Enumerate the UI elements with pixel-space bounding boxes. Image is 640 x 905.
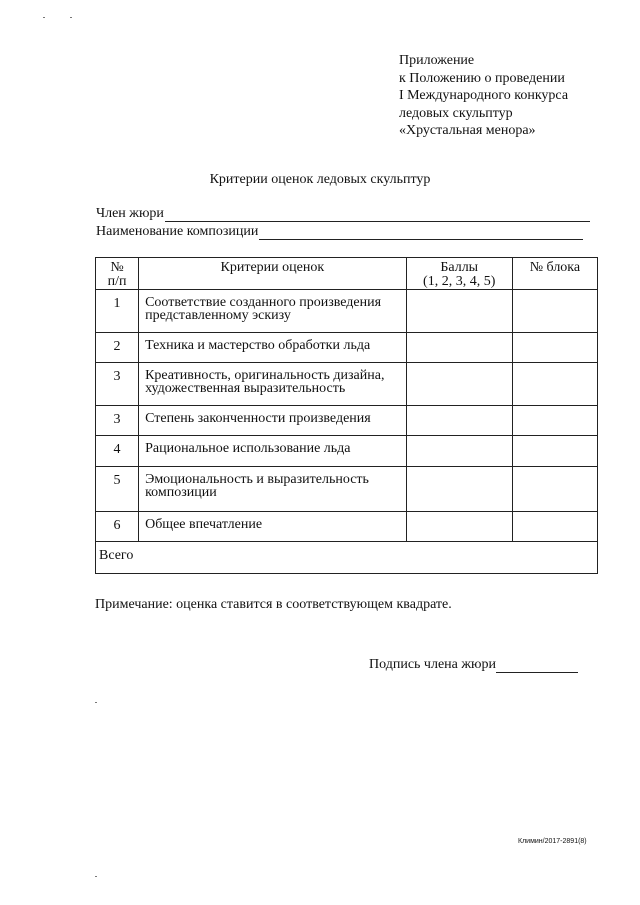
composition-name-blank-line[interactable] xyxy=(259,226,583,240)
score-cell[interactable] xyxy=(406,467,512,512)
scan-speck xyxy=(95,702,97,703)
block-cell[interactable] xyxy=(512,467,597,512)
signature-field xyxy=(369,657,578,673)
table-row xyxy=(96,512,598,542)
scan-speck xyxy=(43,17,45,18)
total-label[interactable]: Всего xyxy=(96,542,598,574)
block-cell[interactable] xyxy=(512,406,597,436)
header-num-line: № xyxy=(110,260,124,275)
block-cell[interactable] xyxy=(512,512,597,542)
block-cell[interactable] xyxy=(512,436,597,467)
row-number: 6 xyxy=(96,512,139,542)
signature-label: Подпись члена жюри xyxy=(369,657,496,672)
header-block: № блока xyxy=(512,258,597,290)
row-criterion: Рациональное использование льда xyxy=(139,436,407,467)
score-cell[interactable] xyxy=(406,290,512,333)
table-row xyxy=(96,333,598,363)
table-row xyxy=(96,436,598,467)
appendix-header xyxy=(399,52,568,140)
row-criterion: Степень законченности произведения xyxy=(139,406,407,436)
score-cell[interactable] xyxy=(406,406,512,436)
block-cell[interactable] xyxy=(512,333,597,363)
jury-member-field xyxy=(96,206,590,222)
appendix-line: Приложение xyxy=(399,53,475,68)
header-num-line: п/п xyxy=(107,274,127,289)
score-cell[interactable] xyxy=(406,363,512,406)
scan-speck xyxy=(70,17,72,18)
score-cell[interactable] xyxy=(406,512,512,542)
appendix-line: ледовых скульптур xyxy=(399,105,513,121)
row-criterion: Эмоциональность и выразительность композиции xyxy=(139,467,407,512)
appendix-line: к Положению о проведении xyxy=(399,70,565,86)
row-number: 2 xyxy=(96,333,139,363)
row-criterion: Соответствие созданного произведения представленному эскизу xyxy=(139,290,407,333)
appendix-line: I Международного конкурса xyxy=(399,88,569,103)
criteria-table xyxy=(95,257,598,574)
table-row xyxy=(96,467,598,512)
row-criterion: Креативность, оригинальность дизайна, художественная выразительность xyxy=(139,363,407,406)
table-row xyxy=(96,406,598,436)
header-score-line: Баллы xyxy=(440,260,479,275)
signature-blank-line[interactable] xyxy=(496,659,578,673)
header-score-line: (1, 2, 3, 4, 5) xyxy=(423,274,496,289)
table-row xyxy=(96,290,598,333)
row-criterion: Техника и мастерство обработки льда xyxy=(139,333,407,363)
composition-name-field xyxy=(96,224,583,240)
block-cell[interactable] xyxy=(512,363,597,406)
row-number: 1 xyxy=(96,290,139,333)
row-number: 5 xyxy=(96,467,139,512)
composition-name-label: Наименование композиции xyxy=(96,224,259,239)
total-row xyxy=(96,542,598,574)
jury-member-blank-line[interactable] xyxy=(165,208,590,222)
header-score xyxy=(406,258,512,290)
score-cell[interactable] xyxy=(406,333,512,363)
scan-speck xyxy=(95,876,97,877)
note-text: Примечание: оценка ставится в соответствующем квадрате. xyxy=(95,597,452,612)
row-number: 3 xyxy=(96,406,139,436)
document-title: Критерии оценок ледовых скульптур xyxy=(209,172,431,187)
row-number: 4 xyxy=(96,436,139,467)
table-row xyxy=(96,363,598,406)
document-code: Климин/2017-2891(8) xyxy=(518,838,587,845)
header-criteria: Критерии оценок xyxy=(139,258,407,290)
row-number: 3 xyxy=(96,363,139,406)
header-num xyxy=(96,258,139,290)
jury-member-label: Член жюри xyxy=(96,206,164,221)
row-criterion: Общее впечатление xyxy=(139,512,407,542)
appendix-line: «Хрустальная менора» xyxy=(399,123,536,138)
block-cell[interactable] xyxy=(512,290,597,333)
score-cell[interactable] xyxy=(406,436,512,467)
table-header-row xyxy=(96,258,598,290)
